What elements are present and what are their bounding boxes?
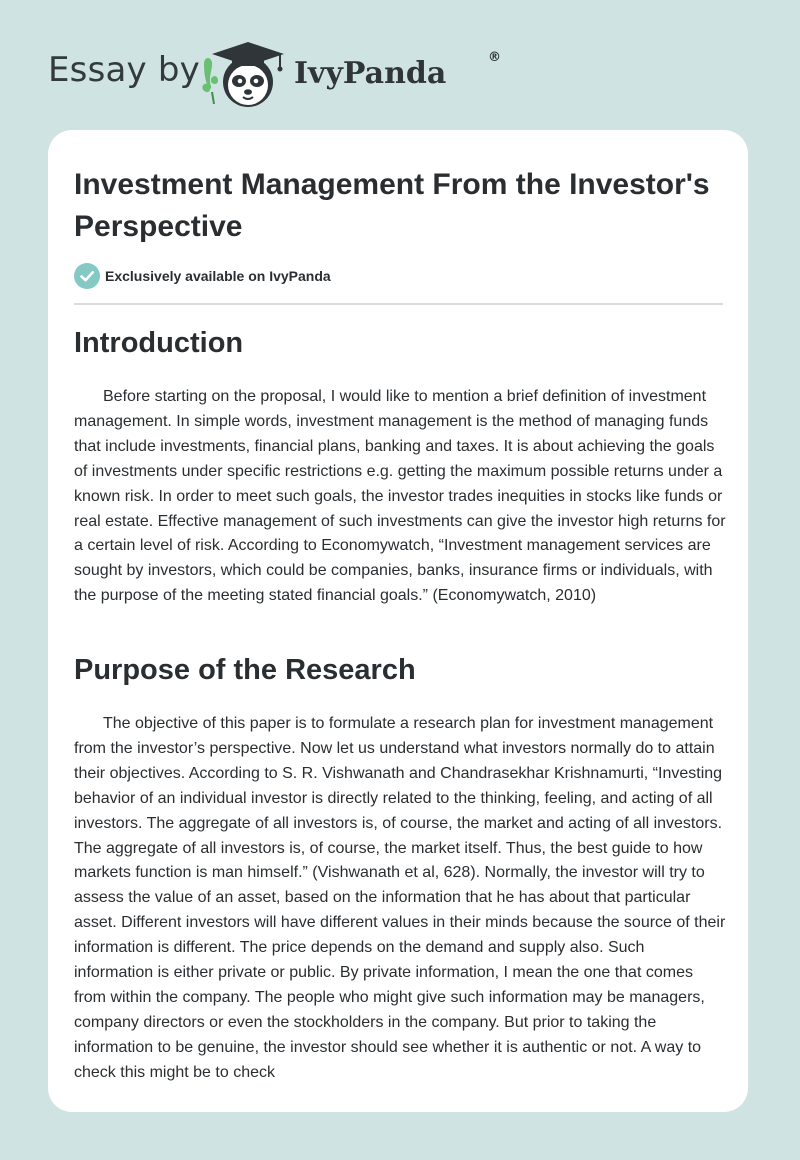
- exclusive-badge-label: Exclusively available on IvyPanda: [105, 268, 331, 284]
- purpose-paragraph: The objective of this paper is to formulate a research plan for investment management from the investor’s perspective. Now let us understand what investors normally do to attain their objectives. According to S. R. Vishwanath and Chandrasekhar Krishnamurti, “Investing behavior of an individual investor is directly related to the thinking, feeling, and acting of all investors. The aggregate of all investors is, of course, the market and acting of all investors. The aggregate of all investors is, of course, the market itself. Thus, the best guide to how markets function is man himself.” (Vishwanath et al, 628). Normally, the investor will try to assess the value of an asset, based on the information that he has about that particular asset. Different investors will have different values in their minds because the source of their information is different. The price depends on the demand and supply also. Such information is either private or public. By private information, I mean the one that comes from within the company. The people who might give such information may be managers, company directors or even the stockholders in the company. But prior to taking the information to be genuine, the investor should see whether it is authentic or not. A way to check this might be to check: [74, 715, 726, 1081]
- brand-name: IvyPanda: [294, 56, 447, 91]
- introduction-paragraph: Before starting on the proposal, I would like to mention a brief definition of investment management. In simple words, investment management is the method of managing funds that include investments, financial plans, banking and taxes. It is about achieving the goals of investments under specific restrictions e.g. getting the maximum possible returns under a known risk. In order to meet such goals, the investor trades inequities in stocks like funds or real estate. Effective management of such investments can give the investor high returns for a certain level of risk. According to Economywatch, “Investment management services are sought by investors, which could be companies, banks, insurance firms or individuals, with the purpose of the meeting stated financial goals.” (Economywatch, 2010): [74, 388, 726, 605]
- essay-card: [48, 130, 748, 1112]
- exclusive-badge: [74, 263, 474, 289]
- section-heading-purpose: Purpose of the Research: [74, 654, 416, 686]
- registered-mark: ®: [488, 50, 501, 65]
- site-brand[interactable]: [48, 34, 508, 110]
- panda-logo-icon: [200, 34, 286, 110]
- section-heading-introduction: Introduction: [74, 327, 244, 359]
- brand-prefix: Essay by: [48, 50, 200, 90]
- page-title: Investment Management From the Investor's Perspective: [74, 168, 710, 243]
- checkmark-icon: [74, 263, 100, 289]
- title-divider: [74, 303, 723, 305]
